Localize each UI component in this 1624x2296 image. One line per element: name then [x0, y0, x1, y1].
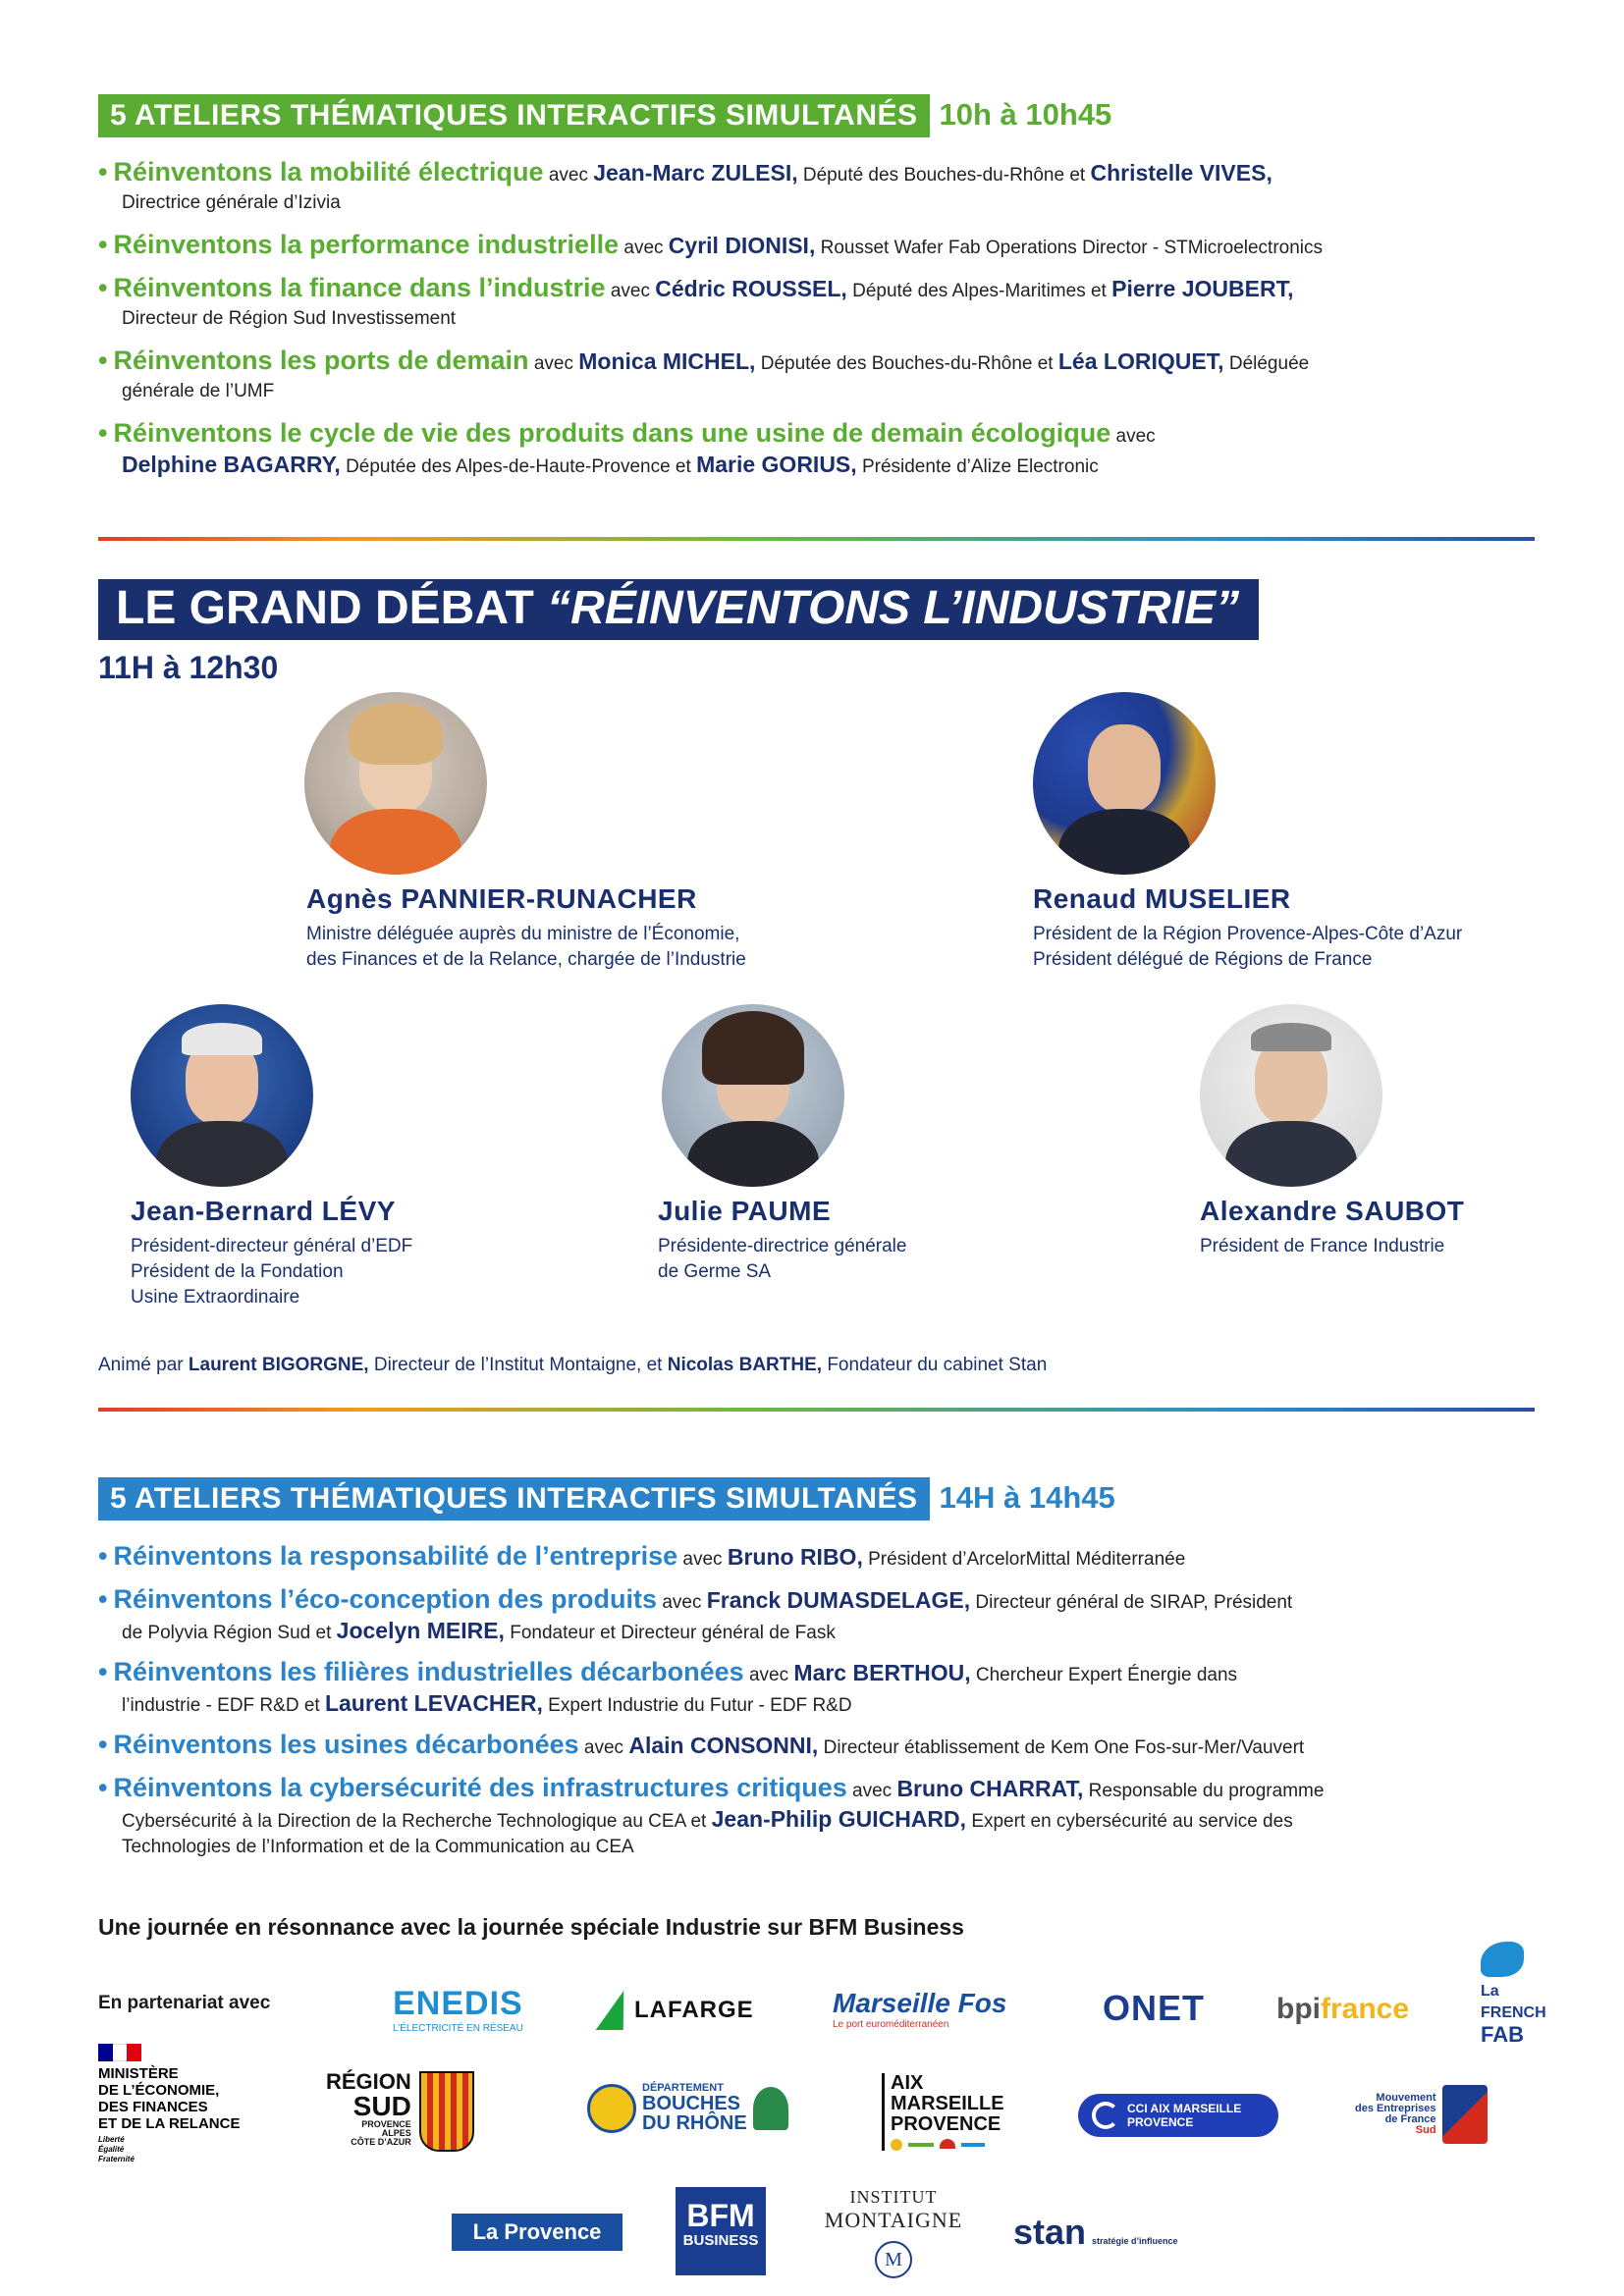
- list-item: • Réinventons la cybersécurité des infrastructures critiques avec Bruno CHARRAT, Responsable du programme Cybersécurité à la Direction de la Recherche Technologique au CEA et Jean-Philip GUICHARD, Expert en cybersécurité au service des Technologies de l’Information et de la Communication au CEA: [98, 1773, 1325, 1857]
- workshops-pm-time: 14H à 14h45: [939, 1480, 1115, 1515]
- avatar: [662, 1004, 844, 1187]
- marianne-icon: [98, 2044, 141, 2061]
- debate-title-band: [98, 579, 1259, 640]
- workshops-pm-header: [98, 1477, 1115, 1521]
- enedis-logo: ENEDIS L’ÉLECTRICITÉ EN RÉSEAU: [393, 1985, 523, 2034]
- list-item: • Réinventons les usines décarbonées avec Alain CONSONNI, Directeur établissement de Kem One Fos-sur-Mer/Vauvert: [98, 1730, 1305, 1759]
- list-item: • Réinventons le cycle de vie des produits dans une usine de demain écologique avec Delphine BAGARRY, Députée des Alpes-de-Haute-Provence et Marie GORIUS, Présidente d’Alize Electronic: [98, 418, 1156, 477]
- speaker-role: Président-directeur général d’EDF Président de la Fondation Usine Extraordinaire: [131, 1236, 413, 1308]
- debate-time: 11H à 12h30: [98, 650, 279, 685]
- workshops-am-time: 10h à 10h45: [939, 97, 1112, 132]
- montaigne-emblem-icon: M: [875, 2241, 912, 2278]
- medef-emblem-icon: [1442, 2085, 1488, 2144]
- speaker-name: Agnès PANNIER-RUNACHER: [306, 883, 697, 914]
- cci-logo: CCI AIX MARSEILLE PROVENCE: [1078, 2094, 1278, 2137]
- lafarge-logo: LAFARGE: [603, 1991, 754, 2030]
- aix-marseille-provence-logo: AIX MARSEILLE PROVENCE: [882, 2073, 1004, 2151]
- workshops-am-band: 5 ATELIERS THÉMATIQUES INTERACTIFS SIMULTANÉS: [98, 94, 930, 137]
- list-item: • Réinventons la finance dans l’industrie avec Cédric ROUSSEL, Député des Alpes-Maritimes et Pierre JOUBERT, Directeur de Région Sud Investissement: [98, 273, 1294, 329]
- ministere-logo: MINISTÈRE DE L’ÉCONOMIE, DES FINANCES ET DE LA RELANCE Liberté Égalité Fraternité: [98, 2044, 240, 2164]
- workshops-pm-list: [98, 1541, 1551, 1875]
- list-item: • Réinventons la performance industrielle avec Cyril DIONISI, Rousset Wafer Fab Operations Director - STMicroelectronics: [98, 230, 1324, 259]
- bpifrance-logo: bpifrance: [1276, 1993, 1410, 2025]
- debate-title: LE GRAND DÉBAT: [116, 582, 548, 634]
- departement-emblem-icon: [587, 2084, 636, 2133]
- cci-emblem-icon: [1092, 2102, 1119, 2129]
- workshops-am-list: [98, 157, 1551, 491]
- tree-icon: [753, 2087, 788, 2130]
- avatar: [304, 692, 487, 875]
- french-fab-logo: La FRENCH FAB: [1481, 1942, 1540, 2046]
- marseille-fos-logo: Marseille Fos Le port euroméditerranéen: [833, 1988, 1007, 2030]
- gradient-divider: [98, 1408, 1535, 1412]
- bfm-business-logo: BFM BUSINESS: [676, 2187, 766, 2275]
- moderators: Animé par Laurent BIGORGNE, Directeur de l’Institut Montaigne, et Nicolas BARTHE, Fondateur du cabinet Stan: [98, 1355, 1048, 1375]
- speaker-role: Ministre déléguée auprès du ministre de l’Économie, des Finances et de la Relance, chargée de l’Industrie: [306, 924, 746, 970]
- list-item: • Réinventons la responsabilité de l’entreprise avec Bruno RIBO, Président d’ArcelorMittal Méditerranée: [98, 1541, 1186, 1571]
- speaker-role: Président de France Industrie: [1200, 1236, 1445, 1256]
- list-item: • Réinventons les filières industrielles décarbonées avec Marc BERTHOU, Chercheur Expert Énergie dans l’industrie - EDF R&D et Laurent LEVACHER, Expert Industrie du Futur - EDF R&D: [98, 1657, 1238, 1716]
- stan-logo: stan stratégie d’influence: [1013, 2212, 1178, 2252]
- rooster-icon: [1481, 1942, 1524, 1977]
- institut-montaigne-logo: INSTITUT MONTAIGNE M: [820, 2187, 967, 2278]
- avatar: [1200, 1004, 1382, 1187]
- workshops-pm-band: 5 ATELIERS THÉMATIQUES INTERACTIFS SIMULTANÉS: [98, 1477, 930, 1521]
- partners-label: En partenariat avec: [98, 1993, 271, 2013]
- speaker-name: Alexandre SAUBOT: [1200, 1196, 1465, 1226]
- speaker-name: Julie PAUME: [658, 1196, 832, 1226]
- list-item: • Réinventons la mobilité électrique avec Jean-Marc ZULESI, Député des Bouches-du-Rhône et Christelle VIVES, Directrice générale d’Izivia: [98, 157, 1272, 213]
- gradient-divider: [98, 537, 1535, 541]
- workshops-am-header: [98, 94, 1111, 137]
- medef-sud-logo: Mouvement des Entreprises de France Sud: [1355, 2085, 1488, 2144]
- list-item: • Réinventons les ports de demain avec Monica MICHEL, Députée des Bouches-du-Rhône et Léa LORIQUET, Déléguée générale de l’UMF: [98, 346, 1310, 401]
- avatar: [131, 1004, 313, 1187]
- departement-logo: DÉPARTEMENT BOUCHES DU RHÔNE: [587, 2083, 788, 2133]
- resonance-note: Une journée en résonnance avec la journée spéciale Industrie sur BFM Business: [98, 1914, 964, 1940]
- list-item: • Réinventons l’éco-conception des produits avec Franck DUMASDELAGE, Directeur général de SIRAP, Président de Polyvia Région Sud et Jocelyn MEIRE, Fondateur et Directeur général de Fask: [98, 1584, 1293, 1643]
- speaker-name: Jean-Bernard LÉVY: [131, 1196, 396, 1226]
- region-sud-logo: RÉGION SUD PROVENCE ALPES CÔTE D’AZUR: [326, 2071, 474, 2152]
- speaker-name: Renaud MUSELIER: [1033, 883, 1291, 914]
- la-provence-logo: La Provence: [452, 2214, 623, 2251]
- coat-of-arms-icon: [419, 2071, 474, 2152]
- onet-logo: ONET: [1103, 1988, 1206, 2028]
- speaker-role: Président de la Région Provence-Alpes-Côte d’Azur Président délégué de Régions de France: [1033, 924, 1463, 970]
- avatar: [1033, 692, 1216, 875]
- debate-title-quote: “RÉINVENTONS L’INDUSTRIE”: [547, 582, 1240, 634]
- speaker-role: Présidente-directrice générale de Germe SA: [658, 1236, 907, 1282]
